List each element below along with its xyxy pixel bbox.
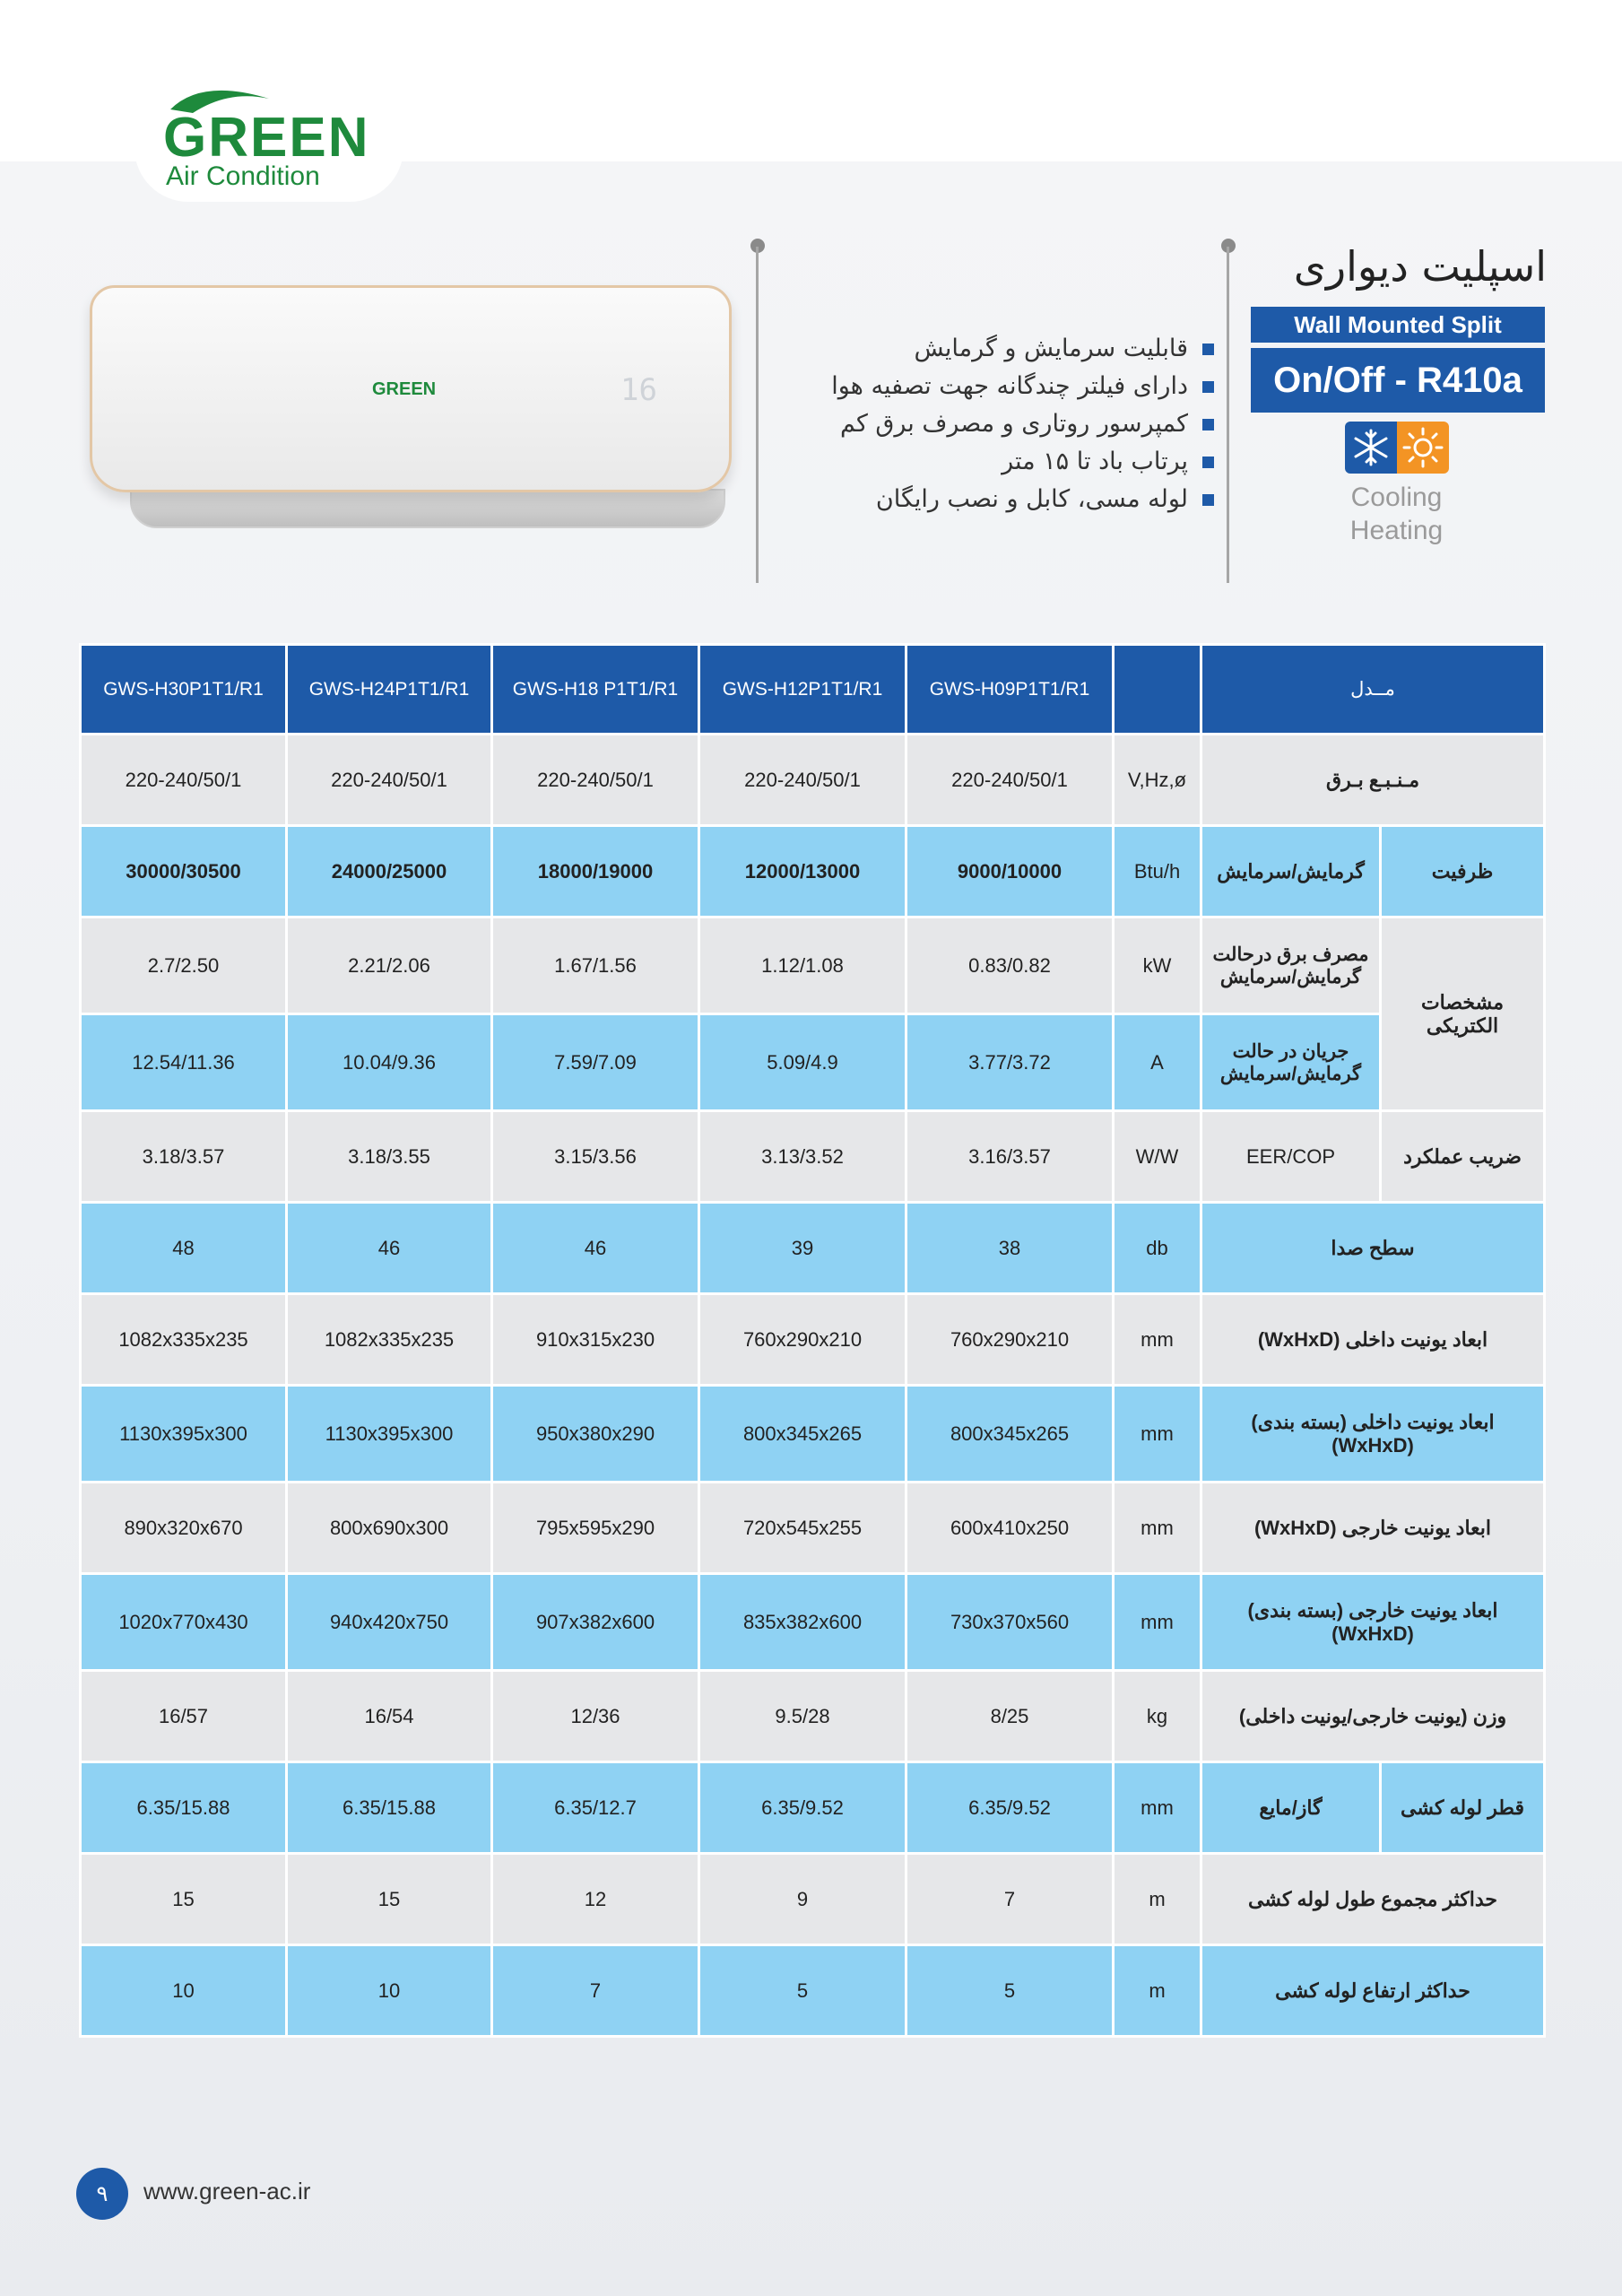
table-row — [81, 1111, 1545, 1203]
cell: 220-240/50/1 — [699, 735, 906, 826]
table-row — [81, 1294, 1545, 1386]
bullet-icon — [1202, 381, 1214, 393]
cell: 1.12/1.08 — [699, 918, 906, 1014]
cell: 9000/10000 — [906, 826, 1114, 918]
row-label: ابعاد یونیت داخلی (WxHxD) — [1201, 1294, 1545, 1386]
cell: 5 — [906, 1945, 1114, 2037]
ac-unit-louver — [130, 489, 725, 528]
row-unit: m — [1114, 1945, 1201, 2037]
mode-heating-label: Heating — [1349, 516, 1444, 545]
divider-line — [756, 247, 759, 583]
cell: 1082x335x235 — [81, 1294, 287, 1386]
cell: 9 — [699, 1854, 906, 1945]
model-col: GWS-H09P1T1/R1 — [906, 645, 1114, 735]
cell: 6.35/12.7 — [492, 1762, 699, 1854]
cell: 800x345x265 — [906, 1386, 1114, 1483]
cell: 16/54 — [287, 1671, 492, 1762]
sun-icon — [1397, 422, 1449, 474]
table-row — [81, 1671, 1545, 1762]
feature-item: کمپرسور روتاری و مصرف برق کم — [831, 405, 1214, 443]
feature-item: قابلیت سرمایش و گرمایش — [831, 330, 1214, 368]
cell: 6.35/9.52 — [906, 1762, 1114, 1854]
cell: 1082x335x235 — [287, 1294, 492, 1386]
cell: 7.59/7.09 — [492, 1014, 699, 1111]
spec-table — [79, 643, 1546, 2038]
table-row — [81, 1386, 1545, 1483]
row-label: ابعاد یونیت خارجی (بسته بندی) (WxHxD) — [1201, 1574, 1545, 1671]
bullet-icon — [1202, 344, 1214, 355]
table-row — [81, 1483, 1545, 1574]
cell: 950x380x290 — [492, 1386, 699, 1483]
row-sublabel: جریان در حالت گرمایش/سرمایش — [1201, 1014, 1381, 1111]
row-label: مـنـبـع بـرق — [1201, 735, 1545, 826]
cell: 910x315x230 — [492, 1294, 699, 1386]
table-row — [81, 1203, 1545, 1294]
cell: 5 — [699, 1945, 906, 2037]
row-sublabel: مصرف برق درحالت گرمایش/سرمایش — [1201, 918, 1381, 1014]
cell: 16/57 — [81, 1671, 287, 1762]
cell: 38 — [906, 1203, 1114, 1294]
product-title-en: Wall Mounted Split — [1251, 307, 1545, 343]
cell: 1130x395x300 — [287, 1386, 492, 1483]
cell: 10 — [81, 1945, 287, 2037]
row-sublabel: گرمایش/سرمایش — [1201, 826, 1381, 918]
product-title-fa: اسپلیت دیواری — [1293, 242, 1547, 291]
row-unit: kW — [1114, 918, 1201, 1014]
cell: 220-240/50/1 — [287, 735, 492, 826]
cell: 3.16/3.57 — [906, 1111, 1114, 1203]
table-row — [81, 826, 1545, 918]
cell: 18000/19000 — [492, 826, 699, 918]
model-col: GWS-H30P1T1/R1 — [81, 645, 287, 735]
mode-cooling-label: Cooling — [1350, 483, 1443, 512]
row-label: حداکثر ارتفاع لوله کشی — [1201, 1945, 1545, 2037]
feature-list — [831, 330, 1214, 518]
feature-item: پرتاب باد تا ۱۵ متر — [831, 443, 1214, 481]
row-label: سطح صدا — [1201, 1203, 1545, 1294]
page-number: ۹ — [76, 2168, 128, 2220]
model-col: GWS-H24P1T1/R1 — [287, 645, 492, 735]
cell: 940x420x750 — [287, 1574, 492, 1671]
row-sublabel: EER/COP — [1201, 1111, 1381, 1203]
cell: 3.18/3.55 — [287, 1111, 492, 1203]
row-unit: m — [1114, 1854, 1201, 1945]
table-row — [81, 1014, 1545, 1111]
table-row — [81, 1854, 1545, 1945]
ac-unit-display: 16 — [620, 372, 657, 408]
cell: 3.13/3.52 — [699, 1111, 906, 1203]
model-col: GWS-H18 P1T1/R1 — [492, 645, 699, 735]
row-label: مشخصات الکتریکی — [1381, 918, 1545, 1111]
row-unit: V,Hz,ø — [1114, 735, 1201, 826]
row-sublabel: گاز/مایع — [1201, 1762, 1381, 1854]
table-row — [81, 1945, 1545, 2037]
cell: 800x345x265 — [699, 1386, 906, 1483]
cell: 6.35/15.88 — [287, 1762, 492, 1854]
cell: 12.54/11.36 — [81, 1014, 287, 1111]
row-unit: db — [1114, 1203, 1201, 1294]
cell: 30000/30500 — [81, 826, 287, 918]
cell: 12 — [492, 1854, 699, 1945]
cell: 24000/25000 — [287, 826, 492, 918]
cell: 7 — [492, 1945, 699, 2037]
cell: 15 — [287, 1854, 492, 1945]
cell: 6.35/9.52 — [699, 1762, 906, 1854]
table-row — [81, 1762, 1545, 1854]
row-unit: mm — [1114, 1294, 1201, 1386]
cell: 760x290x210 — [699, 1294, 906, 1386]
cell: 760x290x210 — [906, 1294, 1114, 1386]
brand-logo: GREEN — [163, 107, 370, 169]
cell: 46 — [492, 1203, 699, 1294]
cell: 3.77/3.72 — [906, 1014, 1114, 1111]
row-label: ابعاد یونیت خارجی (WxHxD) — [1201, 1483, 1545, 1574]
row-unit: mm — [1114, 1762, 1201, 1854]
cell: 46 — [287, 1203, 492, 1294]
row-unit: mm — [1114, 1483, 1201, 1574]
cell: 800x690x300 — [287, 1483, 492, 1574]
cell: 2.21/2.06 — [287, 918, 492, 1014]
cell: 0.83/0.82 — [906, 918, 1114, 1014]
cell: 1.67/1.56 — [492, 918, 699, 1014]
cell: 15 — [81, 1854, 287, 1945]
row-unit: A — [1114, 1014, 1201, 1111]
model-header: مــدل — [1201, 645, 1545, 735]
cell: 795x595x290 — [492, 1483, 699, 1574]
divider-line — [1227, 247, 1229, 583]
cell: 720x545x255 — [699, 1483, 906, 1574]
cell: 907x382x600 — [492, 1574, 699, 1671]
model-col: GWS-H12P1T1/R1 — [699, 645, 906, 735]
row-label: ظرفیت — [1381, 826, 1545, 918]
cell: 39 — [699, 1203, 906, 1294]
cell: 8/25 — [906, 1671, 1114, 1762]
website-link[interactable]: www.green-ac.ir — [143, 2178, 311, 2205]
feature-item: لوله مسی، کابل و نصب رایگان — [831, 481, 1214, 518]
row-unit: kg — [1114, 1671, 1201, 1762]
cell: 835x382x600 — [699, 1574, 906, 1671]
cell: 890x320x670 — [81, 1483, 287, 1574]
unit-header — [1114, 645, 1201, 735]
cell: 1130x395x300 — [81, 1386, 287, 1483]
cell: 12/36 — [492, 1671, 699, 1762]
feature-item: دارای فیلتر چندگانه جهت تصفیه هوا — [831, 368, 1214, 405]
cell: 220-240/50/1 — [492, 735, 699, 826]
cell: 6.35/15.88 — [81, 1762, 287, 1854]
cell: 2.7/2.50 — [81, 918, 287, 1014]
row-unit: mm — [1114, 1574, 1201, 1671]
cell: 5.09/4.9 — [699, 1014, 906, 1111]
cell: 10.04/9.36 — [287, 1014, 492, 1111]
row-unit: W/W — [1114, 1111, 1201, 1203]
row-label: ضریب عملکرد — [1381, 1111, 1545, 1203]
row-label: حداکثر مجموع طول لوله کشی — [1201, 1854, 1545, 1945]
cell: 3.18/3.57 — [81, 1111, 287, 1203]
cell: 600x410x250 — [906, 1483, 1114, 1574]
product-type: On/Off - R410a — [1251, 348, 1545, 413]
table-header-row — [81, 645, 1545, 735]
row-label: قطر لوله کشی — [1381, 1762, 1545, 1854]
cell: 9.5/28 — [699, 1671, 906, 1762]
table-row — [81, 1574, 1545, 1671]
bullet-icon — [1202, 419, 1214, 430]
row-unit: mm — [1114, 1386, 1201, 1483]
cell: 10 — [287, 1945, 492, 2037]
table-row — [81, 918, 1545, 1014]
bullet-icon — [1202, 494, 1214, 506]
cell: 3.15/3.56 — [492, 1111, 699, 1203]
snowflake-icon — [1345, 422, 1397, 474]
bullet-icon — [1202, 457, 1214, 468]
row-label: وزن (یونیت خارجی/یونیت داخلی) — [1201, 1671, 1545, 1762]
cell: 220-240/50/1 — [81, 735, 287, 826]
row-unit: Btu/h — [1114, 826, 1201, 918]
cell: 1020x770x430 — [81, 1574, 287, 1671]
cell: 220-240/50/1 — [906, 735, 1114, 826]
cell: 48 — [81, 1203, 287, 1294]
table-row — [81, 735, 1545, 826]
brand-subtitle: Air Condition — [166, 161, 320, 191]
cell: 7 — [906, 1854, 1114, 1945]
cell: 730x370x560 — [906, 1574, 1114, 1671]
ac-unit-logo: GREEN — [372, 379, 437, 399]
row-label: ابعاد یونیت داخلی (بسته بندی) (WxHxD) — [1201, 1386, 1545, 1483]
cell: 12000/13000 — [699, 826, 906, 918]
